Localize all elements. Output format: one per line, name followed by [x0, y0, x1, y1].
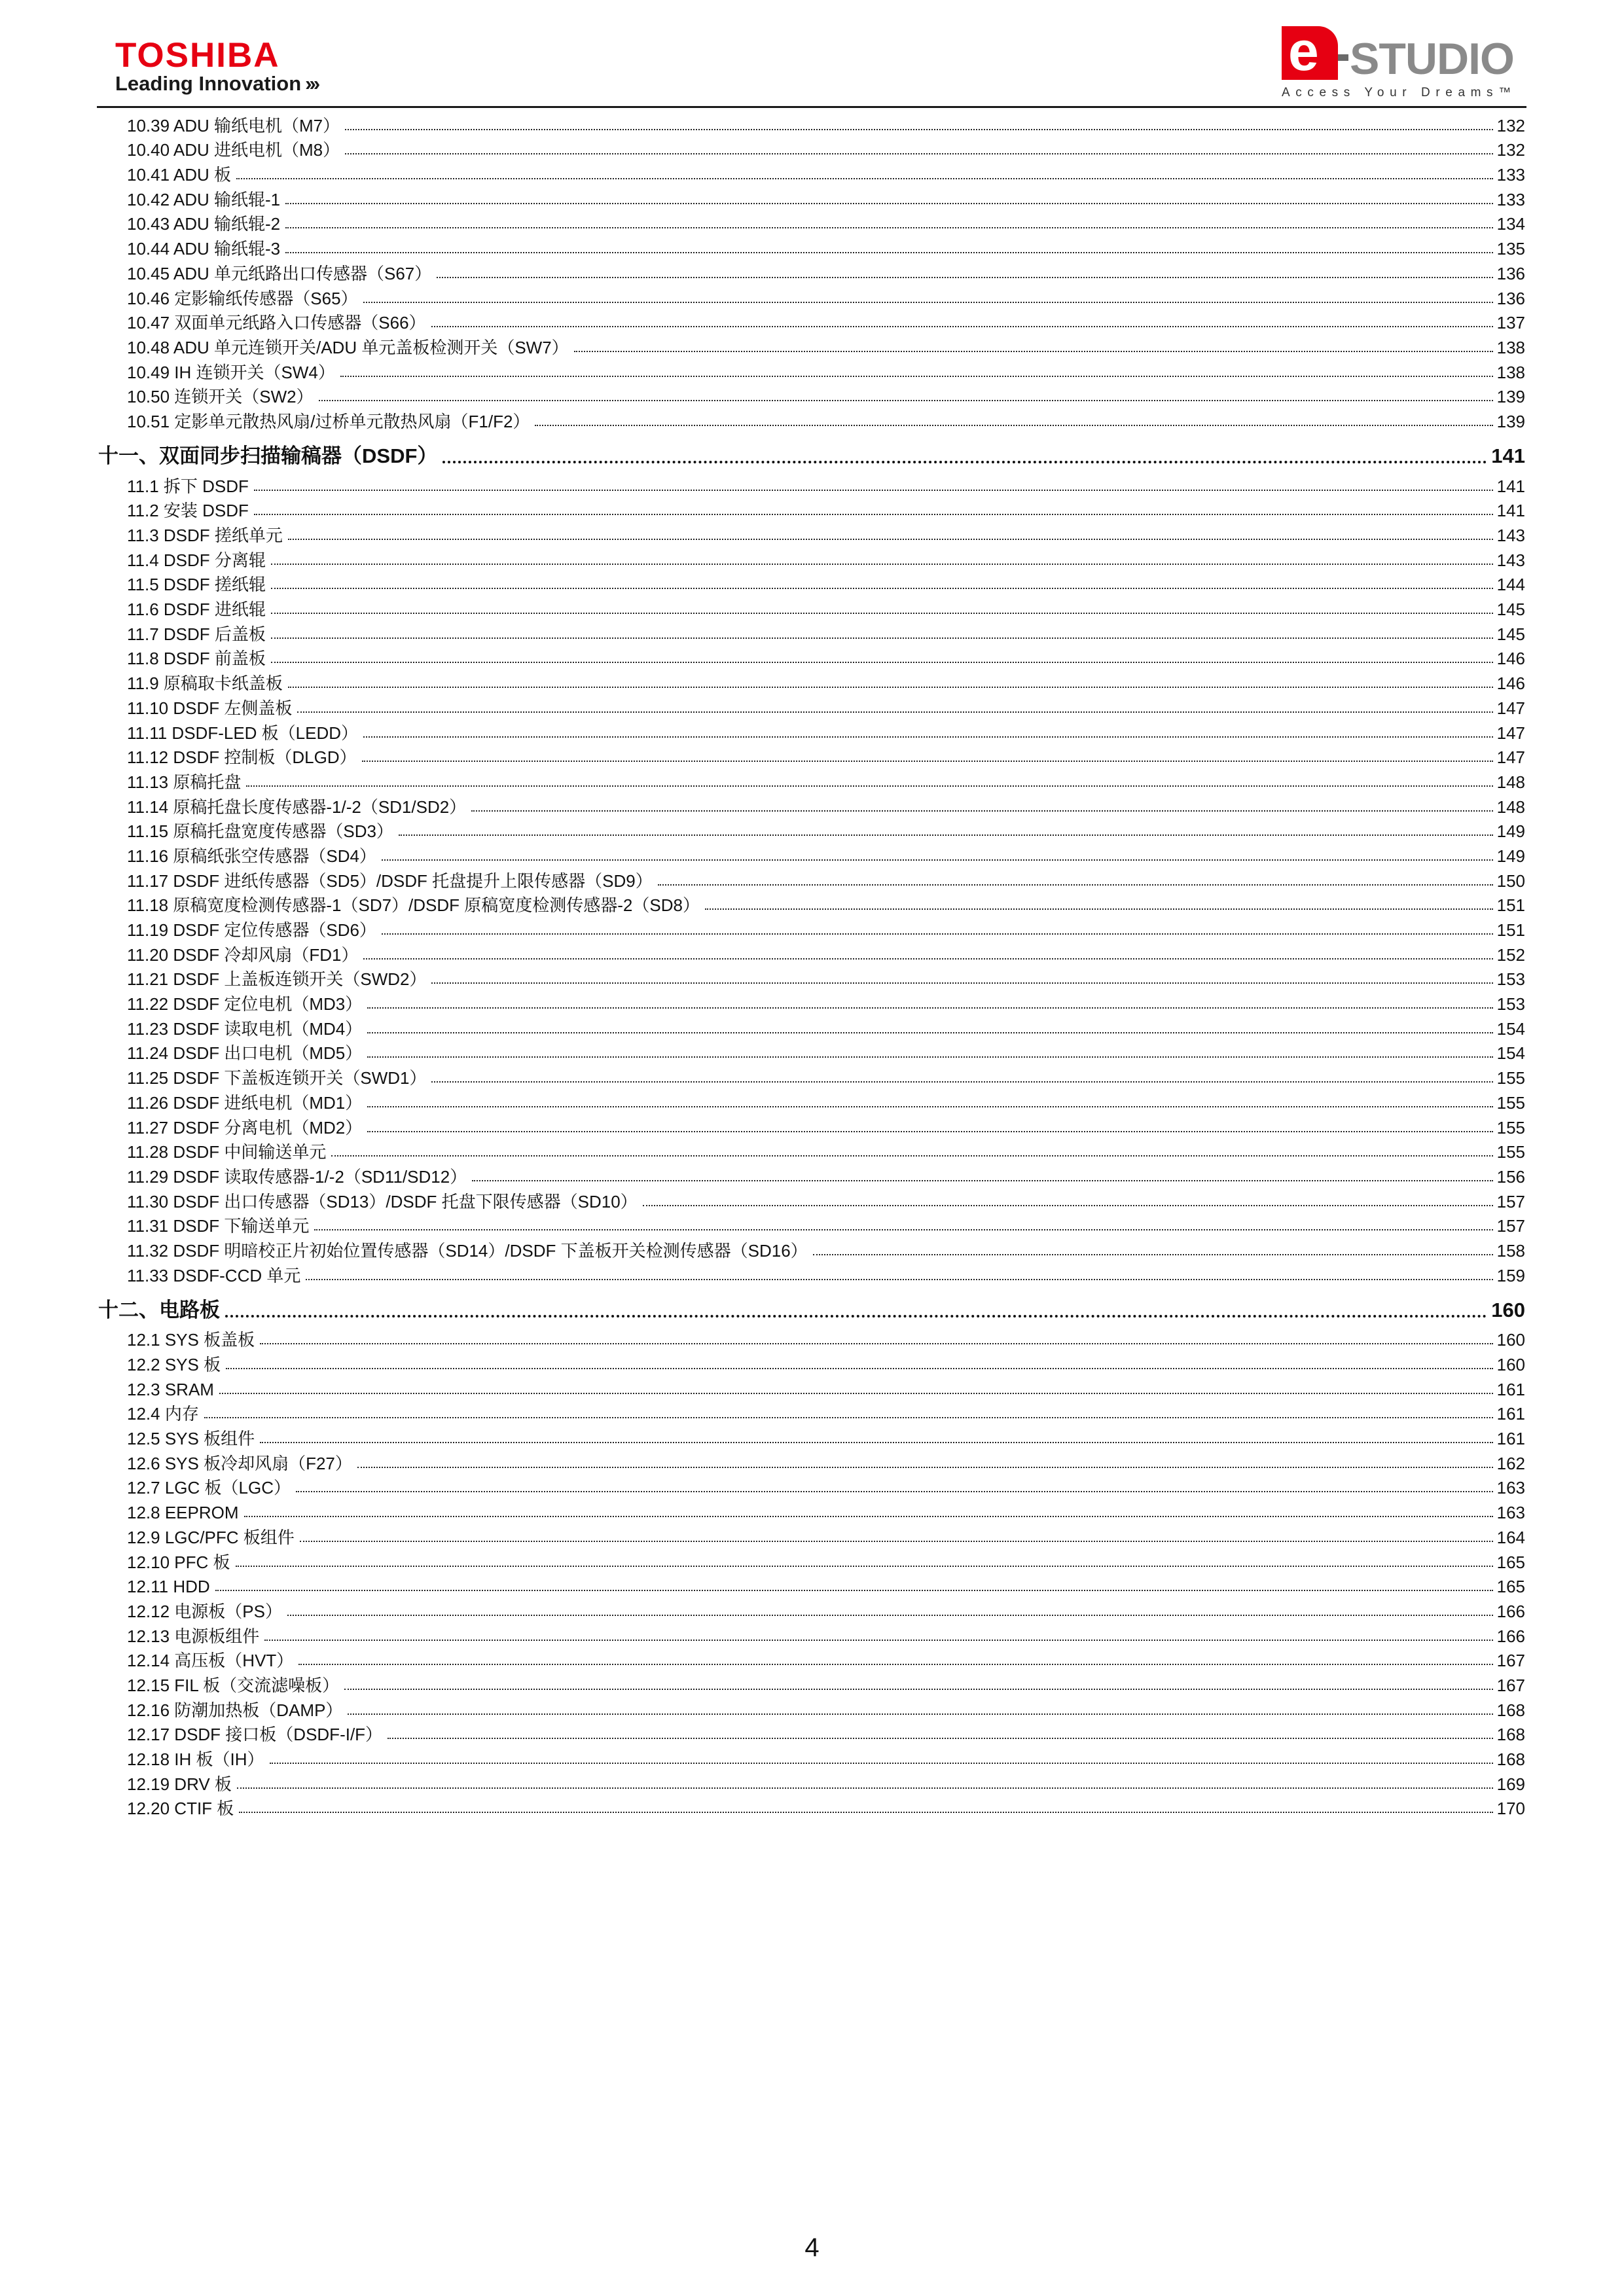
toc-leader: [246, 785, 1492, 787]
toc-entry-label: 11.17 DSDF 进纸传感器（SD5）/DSDF 托盘提升上限传感器（SD9）: [127, 870, 653, 891]
toc-entry-label: 11.30 DSDF 出口传感器（SD13）/DSDF 托盘下限传感器（SD10）: [127, 1191, 638, 1211]
toc-leader: [399, 834, 1493, 836]
toc-entry[interactable]: [98, 382, 1525, 406]
toc-entry[interactable]: [98, 865, 1525, 890]
toc-entry-page: 132: [1496, 115, 1525, 135]
toc-entry[interactable]: [98, 258, 1525, 283]
toc-leader: [271, 613, 1493, 614]
toc-entry-page: 144: [1496, 575, 1525, 595]
toc-entry[interactable]: [98, 308, 1525, 332]
toc-entry-label: 10.41 ADU 板: [127, 165, 231, 185]
toc-entry[interactable]: [98, 594, 1525, 619]
toc-entry[interactable]: [98, 692, 1525, 717]
toc-entry-label: 11.25 DSDF 下盖板连锁开关（SWD1）: [127, 1068, 427, 1088]
toc-leader: [314, 1229, 1492, 1230]
toc-entry[interactable]: [98, 742, 1525, 767]
toc-entry-page: 146: [1496, 673, 1525, 694]
toc-entry[interactable]: [98, 520, 1525, 545]
toc-leader: [437, 277, 1492, 278]
toc-entry[interactable]: [98, 1062, 1525, 1087]
toc-leader: [254, 490, 1493, 491]
toc-entry-label: 12.3 SRAM: [127, 1379, 214, 1399]
toc-entry-label: 11.13 原稿托盘: [127, 772, 242, 792]
toc-leader: [367, 1056, 1492, 1058]
toc-entry-page: 157: [1496, 1216, 1525, 1236]
toc-leader: [287, 1615, 1493, 1616]
toc-entry-page: 160: [1496, 1355, 1525, 1374]
toc-leader: [442, 461, 1487, 463]
toc-leader: [236, 178, 1493, 179]
toc-leader: [298, 1664, 1492, 1665]
toc-entry-page: 141: [1496, 501, 1525, 521]
estudio-e-mark: e: [1282, 26, 1338, 80]
toc-entry[interactable]: [98, 184, 1525, 209]
toc-entry[interactable]: [98, 1621, 1525, 1645]
toc-leader: [271, 637, 1493, 639]
toc-entry-page: 158: [1496, 1240, 1525, 1261]
toc-leader: [363, 958, 1492, 960]
toc-entry[interactable]: [98, 1423, 1525, 1448]
toc-entry[interactable]: [98, 717, 1525, 742]
toshiba-logo: TOSHIBA: [115, 36, 280, 75]
toc-entry[interactable]: [98, 1013, 1525, 1038]
toc-entry[interactable]: [98, 1448, 1525, 1473]
toc-leader: [260, 1343, 1493, 1344]
toc-entry[interactable]: [98, 1211, 1525, 1236]
toc-entry-page: 167: [1496, 1675, 1525, 1695]
toc-entry-page: 155: [1496, 1092, 1525, 1113]
toc-entry-label: 12.17 DSDF 接口板（DSDF-I/F）: [127, 1725, 383, 1745]
toc-entry-page: 154: [1496, 1018, 1525, 1039]
toc-entry-label: 11.22 DSDF 定位电机（MD3）: [127, 994, 363, 1014]
toc-entry[interactable]: [98, 1571, 1525, 1596]
toc-entry-page: 147: [1496, 698, 1525, 718]
toc-leader: [348, 1713, 1492, 1715]
toc-leader: [367, 1032, 1492, 1033]
toc-leader: [271, 564, 1493, 565]
toc-entry[interactable]: [98, 1547, 1525, 1571]
toc-entry-label: 11.21 DSDF 上盖板连锁开关（SWD2）: [127, 969, 427, 990]
toc-leader: [297, 711, 1492, 713]
toc-leader: [367, 1106, 1492, 1107]
toc-section-11: [98, 471, 1525, 1285]
toc-leader: [237, 1787, 1493, 1789]
toc-entry-label: 11.10 DSDF 左侧盖板: [127, 698, 293, 718]
toc-entry[interactable]: [98, 1186, 1525, 1211]
toc-entry-label: 11.28 DSDF 中间输送单元: [127, 1142, 327, 1162]
toc-leader: [367, 1131, 1492, 1132]
tagline-text: Leading Innovation: [115, 72, 302, 95]
toc-entry-page: 138: [1496, 362, 1525, 382]
toc-entry-page: 164: [1496, 1527, 1525, 1547]
toc-leader: [285, 227, 1493, 228]
toc-entry[interactable]: [98, 495, 1525, 520]
toc-entry-label: 11.8 DSDF 前盖板: [127, 649, 266, 669]
toc-leader: [658, 884, 1493, 886]
estudio-slogan: Access Your Dreams™: [1282, 86, 1517, 99]
toc-leader: [264, 1640, 1492, 1641]
page-header: [0, 0, 1624, 111]
toc-entry-label: 11.11 DSDF-LED 板（LEDD）: [127, 723, 359, 743]
toc-entry-label: 11.33 DSDF-CCD 单元: [127, 1265, 301, 1285]
toc-entry-label: 12.14 高压板（HVT）: [127, 1651, 294, 1671]
toc-entry-label: 11.31 DSDF 下输送单元: [127, 1216, 310, 1236]
toc-entry[interactable]: [98, 1112, 1525, 1137]
toc-entry[interactable]: [98, 1670, 1525, 1695]
toc-entry-page: 141: [1496, 476, 1525, 496]
toc-leader: [219, 1393, 1493, 1394]
toc-leader: [204, 1417, 1493, 1418]
toc-entry[interactable]: [98, 1137, 1525, 1162]
toc-leader: [705, 908, 1493, 910]
estudio-wordmark: STUDIO: [1350, 34, 1514, 84]
toc-entry[interactable]: [98, 1374, 1525, 1399]
toc-entry[interactable]: [98, 159, 1525, 184]
toc-entry-page: 170: [1496, 1799, 1525, 1819]
toc-leader: [285, 252, 1493, 253]
toc-leader: [244, 1516, 1493, 1517]
toc-leader: [431, 1081, 1492, 1083]
toc-chapter-12[interactable]: [98, 1285, 1525, 1321]
toc-entry-page: 165: [1496, 1577, 1525, 1597]
toc-leader: [260, 1442, 1493, 1443]
toc-entry-page: 133: [1496, 189, 1525, 209]
toc-entry-label: 10.40 ADU 进纸电机（M8）: [127, 140, 340, 160]
toc-leader: [574, 351, 1493, 352]
toc-entry-label: 12.2 SYS 板: [127, 1355, 221, 1374]
toc-entry-page: 154: [1496, 1043, 1525, 1064]
toc-leader: [363, 302, 1493, 303]
toc-entry[interactable]: [98, 1325, 1525, 1350]
toc-entry-label: 12.15 FIL 板（交流滤噪板）: [127, 1675, 340, 1695]
toc-entry-page: 147: [1496, 723, 1525, 743]
toc-entry-label: 10.42 ADU 输纸辊-1: [127, 189, 281, 209]
toc-entry-label: 12.4 内存: [127, 1404, 199, 1424]
toc-entry-label: 11.32 DSDF 明暗校正片初始位置传感器（SD14）/DSDF 下盖板开关检测传感器（SD16）: [127, 1240, 808, 1261]
toc-entry-label: 11.9 原稿取卡纸盖板: [127, 673, 283, 694]
toc-entry-page: 152: [1496, 944, 1525, 965]
toc-entry-page: 168: [1496, 1749, 1525, 1769]
toc-entry-page: 151: [1496, 895, 1525, 916]
toc-entry-label: 10.50 连锁开关（SW2）: [127, 387, 314, 407]
toc-entry[interactable]: [98, 471, 1525, 495]
toc-entry-label: 12.5 SYS 板组件: [127, 1429, 255, 1449]
toc-leader: [288, 539, 1493, 540]
toc-entry-page: 161: [1496, 1404, 1525, 1424]
toc-entry-label: 11.14 原稿托盘长度传感器-1/-2（SD1/SD2）: [127, 797, 467, 817]
toc-entry-page: 169: [1496, 1774, 1525, 1794]
toc-entry-page: 139: [1496, 411, 1525, 431]
toc-leader: [345, 129, 1493, 130]
triple-chevron-icon: ›››: [305, 72, 318, 95]
toc-entry[interactable]: [98, 135, 1525, 160]
toc-entry-page: 162: [1496, 1453, 1525, 1473]
toc-entry[interactable]: [98, 1235, 1525, 1260]
toc-section-12: [98, 1325, 1525, 1818]
toc-leader: [270, 1763, 1493, 1764]
toc-entry[interactable]: [98, 988, 1525, 1013]
toc-leader: [535, 425, 1492, 426]
toc-entry-label: 10.47 双面单元纸路入口传感器（S66）: [127, 313, 426, 333]
toc-entry-page: 133: [1496, 165, 1525, 185]
toc-entry[interactable]: [98, 1719, 1525, 1744]
toc-entry-page: 167: [1496, 1651, 1525, 1671]
toc-entry[interactable]: [98, 1744, 1525, 1768]
toc-leader: [215, 1590, 1493, 1591]
toc-entry-page: 166: [1496, 1626, 1525, 1646]
toc-leader: [362, 761, 1493, 762]
toc-leader: [225, 1315, 1487, 1318]
toc-entry-label: 12.10 PFC 板: [127, 1552, 230, 1572]
toc-entry-label: 12.19 DRV 板: [127, 1774, 232, 1794]
toc-leader: [319, 400, 1493, 401]
toc-entry[interactable]: [98, 914, 1525, 939]
toc-entry-label: 11.27 DSDF 分离电机（MD2）: [127, 1117, 363, 1138]
toc-entry-page: 153: [1496, 969, 1525, 990]
toc-entry[interactable]: [98, 890, 1525, 915]
toc-entry[interactable]: [98, 1087, 1525, 1112]
toc-entry[interactable]: [98, 1349, 1525, 1374]
toc-leader: [382, 859, 1493, 861]
toc-leader: [254, 514, 1493, 515]
toc-chapter-page: 160: [1491, 1298, 1525, 1321]
toc-entry-label: 12.16 防潮加热板（DAMP）: [127, 1700, 343, 1720]
toc-entry-page: 148: [1496, 797, 1525, 817]
toc-entry-label: 11.29 DSDF 读取传感器-1/-2（SD11/SD12）: [127, 1166, 467, 1187]
toc-entry-page: 168: [1496, 1700, 1525, 1720]
toc-entry-label: 10.43 ADU 输纸辊-2: [127, 214, 281, 234]
toc-entry-page: 143: [1496, 526, 1525, 545]
toc-entry-label: 11.4 DSDF 分离辊: [127, 550, 266, 570]
estudio-logo: [1282, 20, 1517, 103]
toc-entry-label: 10.44 ADU 输纸辊-3: [127, 239, 281, 259]
toc-entry-label: 11.19 DSDF 定位传感器（SD6）: [127, 920, 376, 940]
toc-entry-page: 135: [1496, 239, 1525, 259]
toc-entry-label: 11.16 原稿纸张空传感器（SD4）: [127, 846, 376, 866]
toc-entry-page: 163: [1496, 1503, 1525, 1523]
toc-entry-label: 12.18 IH 板（IH）: [127, 1749, 264, 1769]
toc-entry[interactable]: [98, 209, 1525, 234]
toc-entry[interactable]: [98, 1473, 1525, 1498]
toc-entry[interactable]: [98, 791, 1525, 816]
toc-entry[interactable]: [98, 1645, 1525, 1670]
toc-entry-page: 136: [1496, 288, 1525, 308]
toc-leader: [388, 1738, 1493, 1739]
toc-leader: [271, 588, 1493, 589]
toc-leader: [431, 982, 1492, 984]
toc-leader: [296, 1491, 1493, 1492]
toc-entry-label: 11.6 DSDF 进纸辊: [127, 600, 266, 620]
toc-entry-label: 10.49 IH 连锁开关（SW4）: [127, 362, 335, 382]
toc-entry-label: 12.20 CTIF 板: [127, 1799, 234, 1819]
toc-entry[interactable]: [98, 816, 1525, 841]
toc-entry[interactable]: [98, 1399, 1525, 1424]
toc-entry[interactable]: [98, 406, 1525, 431]
toc-leader: [226, 1368, 1493, 1369]
tagline: [115, 73, 317, 94]
toc-leader: [813, 1254, 1493, 1255]
toc-leader: [363, 736, 1493, 738]
toc-entry-label: 12.8 EEPROM: [127, 1503, 239, 1523]
toc-entry[interactable]: [98, 233, 1525, 258]
toc-chapter-label: 十二、电路板: [98, 1298, 220, 1321]
toc-leader: [471, 810, 1492, 812]
toc-entry-page: 136: [1496, 263, 1525, 283]
toc-entry[interactable]: [98, 110, 1525, 135]
toc-entry-page: 161: [1496, 1429, 1525, 1449]
toc-leader: [472, 1180, 1492, 1181]
toc-entry-label: 11.20 DSDF 冷却风扇（FD1）: [127, 944, 359, 965]
toc-entry[interactable]: [98, 1695, 1525, 1719]
toc-leader: [382, 933, 1493, 935]
toc-entry-page: 153: [1496, 994, 1525, 1014]
toc-entry-page: 151: [1496, 920, 1525, 940]
toc-entry-label: 11.12 DSDF 控制板（DLGD）: [127, 747, 357, 768]
toc-entry-label: 10.39 ADU 输纸电机（M7）: [127, 115, 340, 135]
toc-entry-label: 12.11 HDD: [127, 1577, 210, 1597]
toc-entry[interactable]: [98, 840, 1525, 865]
toc-entry-page: 161: [1496, 1379, 1525, 1399]
toc-leader: [345, 153, 1493, 154]
toc-entry-label: 11.5 DSDF 搓纸辊: [127, 575, 266, 595]
toc-leader: [367, 1007, 1492, 1009]
header-rule: [97, 106, 1526, 108]
toc-entry-label: 11.26 DSDF 进纸电机（MD1）: [127, 1092, 363, 1113]
toc-leader: [239, 1812, 1492, 1813]
toc-entry[interactable]: [98, 283, 1525, 308]
toc-entry-page: 137: [1496, 313, 1525, 333]
toc-entry[interactable]: [98, 668, 1525, 692]
toc-entry[interactable]: [98, 357, 1525, 382]
toc-entry-label: 11.15 原稿托盘宽度传感器（SD3）: [127, 821, 393, 842]
toc-chapter-label: 十一、双面同步扫描输稿器（DSDF）: [98, 444, 438, 467]
toc-entry-page: 146: [1496, 649, 1525, 669]
toc-entry-label: 10.46 定影输纸传感器（S65）: [127, 288, 358, 308]
toc-entry-page: 134: [1496, 214, 1525, 234]
toc-entry-label: 12.1 SYS 板盖板: [127, 1330, 255, 1350]
estudio-dash: [1338, 54, 1348, 61]
toc-entry-label: 12.9 LGC/PFC 板组件: [127, 1527, 295, 1547]
toc-entry[interactable]: [98, 643, 1525, 668]
toc-entry-page: 159: [1496, 1265, 1525, 1285]
toc-entry-page: 132: [1496, 140, 1525, 160]
toc-entry-page: 163: [1496, 1478, 1525, 1498]
toc-entry-page: 149: [1496, 846, 1525, 866]
toc-leader: [643, 1205, 1493, 1206]
toc-entry-page: 156: [1496, 1166, 1525, 1187]
toc-entry-label: 11.3 DSDF 搓纸单元: [127, 526, 283, 545]
toc-entry[interactable]: [98, 332, 1525, 357]
toc-entry-page: 148: [1496, 772, 1525, 792]
toc-entry-page: 145: [1496, 600, 1525, 620]
toc-entry-label: 12.7 LGC 板（LGC）: [127, 1478, 291, 1498]
toc-leader: [344, 1689, 1492, 1690]
toc-leader: [357, 1467, 1493, 1468]
toc-entry[interactable]: [98, 1161, 1525, 1186]
toc-entry-page: 145: [1496, 624, 1525, 644]
toc-chapter-11[interactable]: [98, 431, 1525, 467]
toc-leader: [236, 1566, 1493, 1567]
toc-leader: [331, 1155, 1492, 1157]
toc-entry-label: 10.48 ADU 单元连锁开关/ADU 单元盖板检测开关（SW7）: [127, 337, 569, 357]
toc-entry-page: 147: [1496, 747, 1525, 768]
toc-entry[interactable]: [98, 1768, 1525, 1793]
toc-entry-label: 12.12 电源板（PS）: [127, 1601, 282, 1621]
toc-leader: [306, 1279, 1492, 1280]
toc-entry-page: 157: [1496, 1191, 1525, 1211]
toc-entry-label: 11.24 DSDF 出口电机（MD5）: [127, 1043, 363, 1064]
toc-entry-label: 11.18 原稿宽度检测传感器-1（SD7）/DSDF 原稿宽度检测传感器-2（SD8）: [127, 895, 700, 916]
toc-entry-label: 12.13 电源板组件: [127, 1626, 260, 1646]
toc-entry-page: 143: [1496, 550, 1525, 570]
toc-entry[interactable]: [98, 545, 1525, 569]
toc-leader: [431, 326, 1493, 327]
toc-leader: [271, 662, 1493, 663]
toc-entry-page: 160: [1496, 1330, 1525, 1350]
toc-entry-label: 11.23 DSDF 读取电机（MD4）: [127, 1018, 363, 1039]
toc-entry-page: 155: [1496, 1142, 1525, 1162]
toc-entry[interactable]: [98, 1522, 1525, 1547]
toc-entry-page: 165: [1496, 1552, 1525, 1572]
toc-leader: [300, 1541, 1493, 1542]
toc-entry-page: 139: [1496, 387, 1525, 407]
toc-chapter-page: 141: [1491, 444, 1525, 467]
toc-entry-label: 10.45 ADU 单元纸路出口传感器（S67）: [127, 263, 432, 283]
toc-entry[interactable]: [98, 569, 1525, 594]
toc-entry-page: 168: [1496, 1725, 1525, 1745]
toc-entry[interactable]: [98, 1596, 1525, 1621]
toc-entry[interactable]: [98, 1260, 1525, 1285]
toc-entry-label: 12.6 SYS 板冷却风扇（F27）: [127, 1453, 352, 1473]
toc-entry[interactable]: [98, 939, 1525, 964]
toc-entry[interactable]: [98, 619, 1525, 643]
table-of-contents: [98, 110, 1525, 1818]
toc-entry[interactable]: [98, 1038, 1525, 1063]
toc-entry-page: 155: [1496, 1068, 1525, 1088]
toc-leader: [340, 376, 1493, 377]
toc-leader: [288, 687, 1493, 688]
toc-entry[interactable]: [98, 964, 1525, 989]
page-number: 4: [804, 2233, 820, 2262]
toc-entry-page: 150: [1496, 870, 1525, 891]
toc-entry-label: 10.51 定影单元散热风扇/过桥单元散热风扇（F1/F2）: [127, 411, 530, 431]
toc-entry-label: 11.7 DSDF 后盖板: [127, 624, 266, 644]
toc-entry-page: 149: [1496, 821, 1525, 842]
toc-entry[interactable]: [98, 766, 1525, 791]
toc-entry-label: 11.1 拆下 DSDF: [127, 476, 249, 496]
toc-leader: [285, 203, 1493, 204]
toc-section-10: [98, 110, 1525, 431]
toc-entry-page: 155: [1496, 1117, 1525, 1138]
toc-entry-page: 166: [1496, 1601, 1525, 1621]
toc-entry[interactable]: [98, 1497, 1525, 1522]
toc-entry-label: 11.2 安装 DSDF: [127, 501, 249, 521]
toc-entry[interactable]: [98, 1793, 1525, 1818]
toc-entry-page: 138: [1496, 337, 1525, 357]
